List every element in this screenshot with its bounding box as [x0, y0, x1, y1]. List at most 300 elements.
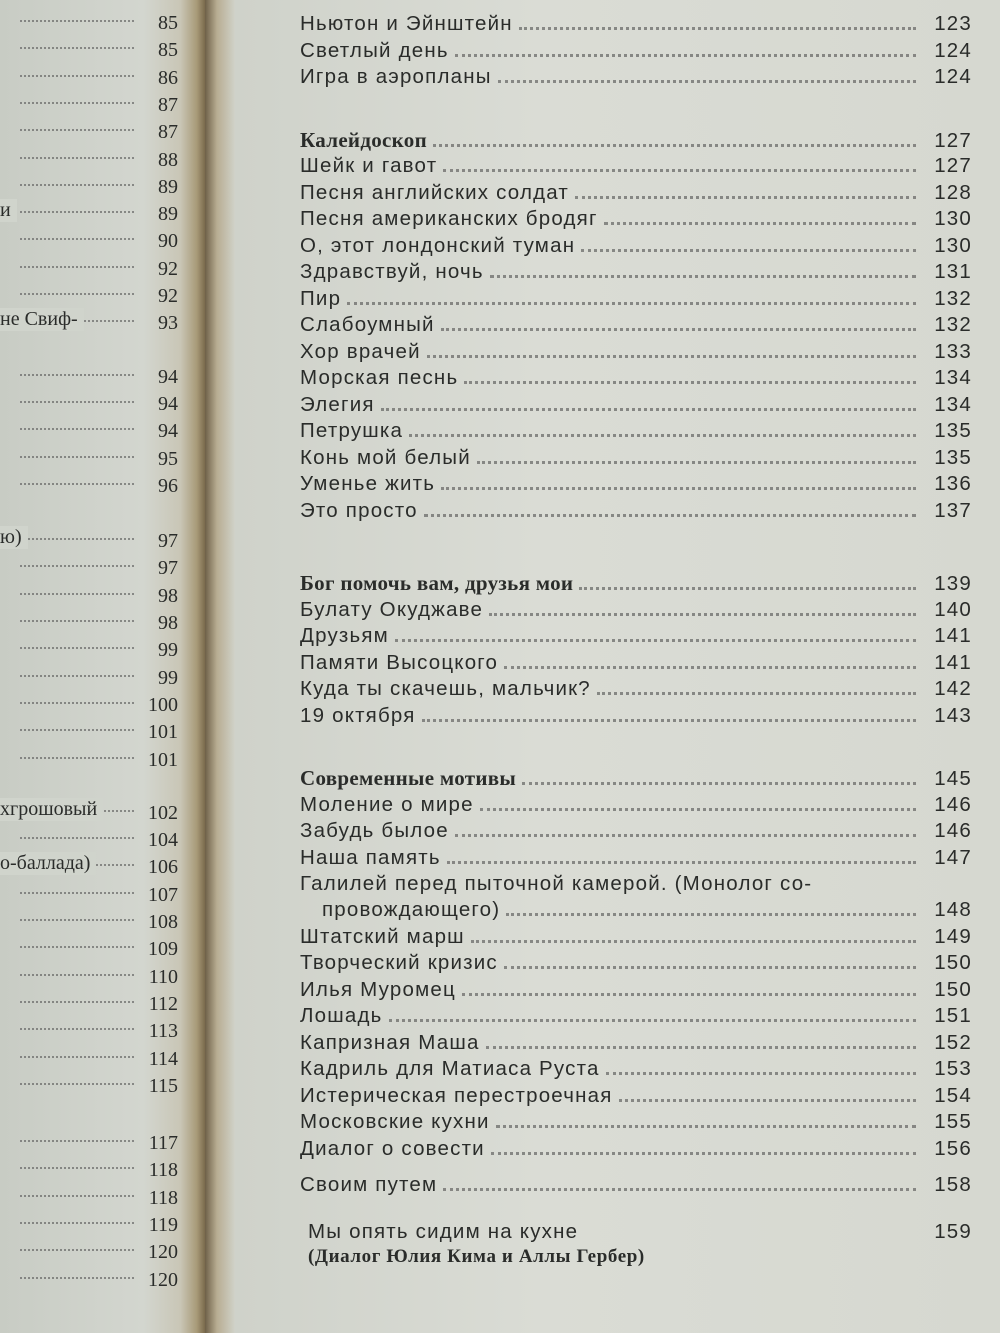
entry-title: Это просто: [300, 498, 418, 522]
entry-title: Петрушка: [300, 419, 404, 442]
spacer: [300, 1163, 972, 1173]
toc-entry: [300, 677, 972, 704]
toc-entry: [300, 65, 972, 92]
toc-entry: [300, 313, 972, 340]
toc-entry: [300, 1084, 972, 1111]
page-number: 151: [934, 1004, 972, 1027]
dot-leader: [504, 966, 916, 969]
dot-leader: [441, 487, 916, 490]
left-toc-row: [0, 176, 178, 202]
page-number: 130: [934, 207, 972, 230]
toc-entry: [300, 1173, 972, 1200]
toc-entry: [300, 978, 972, 1005]
dot-leader: [447, 861, 916, 864]
page-number: 89: [158, 175, 178, 198]
left-toc-row: [0, 1048, 178, 1074]
page-number: 86: [158, 66, 178, 89]
dot-leader: [20, 974, 134, 976]
page-number: 94: [158, 420, 178, 443]
dot-leader: [422, 719, 916, 722]
dot-leader: [20, 1249, 134, 1251]
left-toc-row: [0, 308, 178, 338]
page-number: 109: [148, 938, 178, 961]
dot-leader: [424, 514, 916, 517]
page-number: 95: [158, 447, 178, 470]
page-number: 99: [158, 639, 178, 662]
toc-entry: [300, 260, 972, 287]
toc-entry: [300, 819, 972, 846]
spacer: [300, 525, 972, 561]
entry-title: Игра в аэропланы: [300, 65, 492, 88]
left-toc-row: [0, 993, 178, 1019]
spacer: [300, 561, 972, 571]
dot-leader: [20, 1277, 134, 1279]
toc-entry: [300, 1137, 972, 1164]
left-toc-row: [0, 1132, 178, 1158]
page-number: 118: [148, 1159, 178, 1182]
dot-leader: [489, 613, 916, 616]
page-number: 102: [148, 801, 178, 824]
left-toc-row: [0, 966, 178, 992]
entry-title: Песня американских бродяг: [300, 207, 598, 230]
page-number: 96: [158, 474, 178, 497]
dot-leader: [20, 1056, 134, 1058]
left-toc-row: [0, 884, 178, 910]
page-number: 147: [934, 845, 972, 869]
dot-leader: [20, 129, 134, 131]
page-number: 146: [934, 792, 972, 816]
page-number: 124: [934, 38, 972, 62]
entry-title: Мы опять сидим на кухне: [308, 1219, 579, 1243]
page-number: 145: [934, 767, 972, 790]
page-number: 152: [934, 1030, 972, 1054]
page-number: 132: [934, 286, 972, 310]
page-number: 88: [158, 148, 178, 171]
toc-entry: [300, 154, 972, 181]
left-toc-row: [0, 557, 178, 583]
dot-leader: [20, 919, 134, 921]
spacer: [300, 92, 972, 128]
page-number: 94: [158, 365, 178, 388]
dot-leader: [427, 355, 916, 358]
dot-leader: [409, 434, 916, 437]
page-number: 113: [148, 1020, 178, 1043]
dot-leader: [20, 675, 134, 677]
page-number: 97: [158, 557, 178, 580]
entry-title: Памяти Высоцкого: [300, 650, 499, 674]
left-toc-row: [0, 121, 178, 147]
page-number: 123: [934, 12, 972, 35]
page-number: 93: [158, 312, 178, 335]
toc-entry: [300, 598, 972, 625]
left-page: [0, 0, 205, 1333]
page-number: 139: [934, 572, 972, 595]
page-number: 108: [148, 911, 178, 933]
toc-entry: [300, 951, 972, 978]
page-number: 112: [148, 992, 178, 1015]
entry-title: Современные мотивы: [300, 766, 517, 790]
left-toc-row: [0, 829, 178, 855]
page-number: 134: [934, 392, 972, 416]
dot-leader: [20, 238, 134, 240]
left-toc-row: [0, 1241, 178, 1267]
toc-entry: [300, 393, 972, 420]
dot-leader: [20, 702, 134, 704]
page-number: 101: [148, 721, 178, 744]
entry-title: Илья Муромец: [300, 977, 456, 1001]
toc-entry: [300, 624, 972, 651]
left-toc-row: [0, 1020, 178, 1046]
page-number: 148: [934, 898, 972, 921]
dot-leader: [20, 428, 134, 430]
dot-leader: [579, 587, 916, 590]
page-number: 117: [148, 1132, 178, 1155]
left-toc-row: [0, 694, 178, 720]
dot-leader: [20, 946, 134, 948]
entry-title: Слабоумный: [300, 313, 435, 336]
page-number: 104: [148, 829, 178, 852]
toc-entry: [300, 39, 972, 66]
left-toc-row: [0, 1159, 178, 1185]
toc-entry: [300, 12, 972, 39]
toc-entry: [300, 287, 972, 314]
dot-leader: [443, 169, 916, 172]
left-toc-row: [0, 526, 178, 556]
dot-leader: [20, 483, 134, 485]
page-number: 85: [158, 12, 178, 34]
toc-entry: [300, 704, 972, 731]
dot-leader: [462, 993, 916, 996]
entry-title: Пир: [300, 286, 342, 310]
dot-leader: [504, 666, 916, 669]
dot-leader: [20, 837, 134, 839]
entry-fragment: о-баллада): [0, 852, 96, 875]
page-number: 87: [158, 121, 178, 144]
dot-leader: [20, 374, 134, 376]
page-number: 97: [158, 530, 178, 553]
dot-leader: [20, 593, 134, 595]
page-number: 135: [934, 419, 972, 442]
dot-leader: [347, 302, 916, 305]
left-toc-row: [0, 94, 178, 120]
left-toc-row: [0, 1187, 178, 1213]
entry-title: 19 октября: [300, 703, 416, 727]
dot-leader: [619, 1099, 916, 1102]
dot-leader: [20, 565, 134, 567]
toc-section-heading: [300, 571, 972, 598]
dot-leader: [477, 461, 916, 464]
page-number: 135: [934, 445, 972, 469]
entry-title: Конь мой белый: [300, 445, 471, 469]
page-number: 146: [934, 819, 972, 842]
left-toc-row: [0, 475, 178, 501]
dot-leader: [575, 196, 916, 199]
page-number: 85: [158, 39, 178, 62]
entry-title: Друзьям: [300, 624, 389, 647]
page-number: 100: [148, 693, 178, 716]
table-of-contents: [300, 12, 972, 1272]
entry-title: Своим путем: [300, 1173, 438, 1196]
dot-leader: [381, 408, 916, 411]
left-toc-row: [0, 39, 178, 65]
page-number: 127: [934, 154, 972, 177]
toc-entry: [300, 1004, 972, 1031]
entry-title: Песня английских солдат: [300, 180, 570, 204]
entry-fragment: ю): [0, 526, 28, 549]
entry-title: Морская песнь: [300, 366, 459, 389]
entry-title: Элегия: [300, 392, 375, 416]
left-toc-row: [0, 721, 178, 747]
page-number: 134: [934, 366, 972, 389]
dot-leader: [20, 20, 134, 22]
left-toc-row: [0, 12, 178, 38]
page-number: 90: [158, 230, 178, 253]
dot-leader: [20, 401, 134, 403]
left-toc-row: [0, 448, 178, 474]
dot-leader: [597, 692, 916, 695]
left-toc-row: [0, 420, 178, 446]
dot-leader: [455, 834, 916, 837]
page-number: 130: [934, 233, 972, 257]
left-toc-row: [0, 639, 178, 665]
dot-leader: [490, 275, 916, 278]
spacer: [300, 730, 972, 766]
page-number: 159: [934, 1219, 972, 1243]
page-number: 98: [158, 584, 178, 607]
toc-entry: [300, 207, 972, 234]
dot-leader: [20, 892, 134, 894]
entry-title: Лошадь: [300, 1004, 383, 1027]
entry-title: Здравствуй, ночь: [300, 260, 484, 283]
page-number: 136: [934, 472, 972, 495]
dot-leader: [20, 75, 134, 77]
entry-title: Наша память: [300, 845, 441, 869]
dot-leader: [20, 1195, 134, 1197]
entry-title: Штатский марш: [300, 924, 465, 948]
left-toc-row: [0, 258, 178, 284]
page-number: 132: [934, 313, 972, 336]
dot-leader: [20, 538, 134, 540]
entry-title: Калейдоскоп: [300, 127, 428, 152]
page-number: 94: [158, 392, 178, 415]
entry-title: Куда ты скачешь, мальчик?: [300, 677, 591, 700]
page-number: 128: [934, 180, 972, 204]
dot-leader: [20, 211, 134, 213]
toc-entry: [300, 793, 972, 820]
page-number: 149: [934, 924, 972, 948]
left-toc-row: [0, 667, 178, 693]
toc-entry: [300, 1057, 972, 1084]
entry-title: Московские кухни: [300, 1110, 490, 1133]
toc-entry: [300, 181, 972, 208]
entry-title: О, этот лондонский туман: [300, 233, 576, 257]
entry-fragment: хгрошовый: [0, 798, 103, 821]
page-number: 115: [148, 1074, 178, 1097]
dot-leader: [20, 102, 134, 104]
page-number: 156: [934, 1136, 972, 1160]
dot-leader: [20, 456, 134, 458]
entry-subtitle: (Диалог Юлия Кима и Аллы Гербер): [308, 1246, 645, 1267]
page-number: 98: [158, 612, 178, 634]
left-toc-row: [0, 1214, 178, 1240]
page-number: 127: [934, 128, 972, 152]
entry-fragment: и: [0, 199, 17, 222]
left-toc-row: [0, 938, 178, 964]
toc-entry: [300, 419, 972, 446]
toc-entry: [300, 846, 972, 873]
entry-title: Бог помочь вам, друзья мои: [300, 571, 574, 595]
dot-leader: [20, 1083, 134, 1085]
spacer: [300, 1210, 972, 1220]
dot-leader: [519, 27, 916, 30]
entry-title: Галилей перед пыточной камерой. (Монолог со-: [300, 872, 813, 895]
page-number: 154: [934, 1083, 972, 1107]
entry-title: Ньютон и Эйнштейн: [300, 12, 513, 35]
entry-title: Булату Окуджаве: [300, 597, 484, 621]
toc-entry: [300, 1220, 972, 1247]
page-number: 119: [148, 1214, 178, 1236]
entry-title: Кадриль для Матиаса Руста: [300, 1057, 600, 1080]
toc-entry: [300, 1110, 972, 1137]
toc-section-heading: [300, 766, 972, 793]
entry-title: Забудь былое: [300, 819, 449, 842]
dot-leader: [20, 757, 134, 759]
dot-leader: [480, 808, 916, 811]
page-number: 110: [148, 965, 178, 988]
entry-title: Творческий кризис: [300, 951, 498, 974]
spacer: [300, 1200, 972, 1210]
page-number: 137: [934, 498, 972, 522]
left-toc-row: [0, 612, 178, 638]
page-number: 87: [158, 93, 178, 116]
dot-leader: [604, 222, 916, 225]
dot-leader: [443, 1188, 916, 1191]
dot-leader: [20, 1167, 134, 1169]
page-number: 107: [148, 883, 178, 906]
page-number: 150: [934, 951, 972, 974]
page-number: 92: [158, 257, 178, 280]
entry-fragment: не Свиф-: [0, 308, 84, 331]
toc-entry: [300, 1031, 972, 1058]
toc-entry: [300, 472, 972, 499]
toc-entry: [300, 234, 972, 261]
page-number: 120: [148, 1241, 178, 1264]
dot-leader: [20, 157, 134, 159]
dot-leader: [506, 913, 916, 916]
dot-leader: [20, 647, 134, 649]
dot-leader: [20, 1222, 134, 1224]
page-number: 153: [934, 1057, 972, 1080]
entry-title: Капризная Маша: [300, 1030, 480, 1054]
entry-title: Диалог о совести: [300, 1136, 485, 1160]
left-toc-row: [0, 1269, 178, 1295]
left-toc-row: [0, 67, 178, 93]
dot-leader: [20, 47, 134, 49]
page-number: 89: [158, 203, 178, 226]
toc-entry: [300, 898, 972, 925]
entry-title: Шейк и гавот: [300, 154, 438, 177]
dot-leader: [581, 249, 916, 252]
left-toc-row: [0, 797, 178, 828]
page-number: 158: [934, 1173, 972, 1196]
toc-entry: [300, 340, 972, 367]
left-toc-row: [0, 230, 178, 256]
page-number: 106: [148, 856, 178, 879]
dot-leader: [20, 1001, 134, 1003]
page-number: 131: [934, 260, 972, 283]
left-toc-row: [0, 149, 178, 175]
toc-section-heading: [300, 128, 972, 155]
dot-leader: [455, 54, 916, 57]
book-gutter: [205, 0, 235, 1333]
toc-entry-line: [300, 872, 972, 898]
page-number: 99: [158, 666, 178, 689]
dot-leader: [433, 144, 916, 147]
toc-entry: [300, 925, 972, 952]
page-number: 141: [934, 650, 972, 674]
entry-title: провождающего): [322, 898, 501, 921]
left-toc-row: [0, 585, 178, 611]
dot-leader: [522, 782, 916, 785]
left-toc-row: [0, 199, 178, 229]
left-toc-row: [0, 749, 178, 775]
entry-title: Хор врачей: [300, 339, 421, 363]
left-toc-row: [0, 852, 178, 882]
dot-leader: [498, 80, 916, 83]
page-number: 133: [934, 339, 972, 363]
dot-leader: [20, 729, 134, 731]
dot-leader: [20, 1140, 134, 1142]
left-toc-row: [0, 1075, 178, 1101]
dot-leader: [20, 266, 134, 268]
left-toc-row: [0, 366, 178, 392]
page-number: 143: [934, 703, 972, 727]
toc-entry: [300, 366, 972, 393]
toc-entry: [300, 446, 972, 473]
page-number: 124: [934, 65, 972, 88]
dot-leader: [441, 328, 916, 331]
dot-leader: [486, 1046, 916, 1049]
page-number: 118: [148, 1186, 178, 1209]
toc-entry: [300, 651, 972, 678]
dot-leader: [20, 293, 134, 295]
page-number: 150: [934, 977, 972, 1001]
toc-entry: [300, 499, 972, 526]
dot-leader: [20, 184, 134, 186]
page-number: 155: [934, 1110, 972, 1133]
entry-title: Истерическая перестроечная: [300, 1083, 613, 1107]
dot-leader: [20, 620, 134, 622]
page-number: 141: [934, 624, 972, 647]
page-number: 140: [934, 597, 972, 621]
left-toc-row: [0, 285, 178, 311]
left-toc-row: [0, 911, 178, 937]
page-number: 142: [934, 677, 972, 700]
dot-leader: [496, 1125, 916, 1128]
dot-leader: [464, 381, 916, 384]
dot-leader: [491, 1152, 916, 1155]
dot-leader: [389, 1019, 916, 1022]
dot-leader: [606, 1072, 916, 1075]
dot-leader: [395, 639, 916, 642]
page-number: 120: [148, 1268, 178, 1291]
left-toc-row: [0, 393, 178, 419]
entry-title: Уменье жить: [300, 472, 436, 495]
entry-title: Моление о мире: [300, 792, 474, 816]
page-number: 101: [148, 748, 178, 771]
entry-title: Светлый день: [300, 38, 449, 62]
page-number: 92: [158, 285, 178, 307]
